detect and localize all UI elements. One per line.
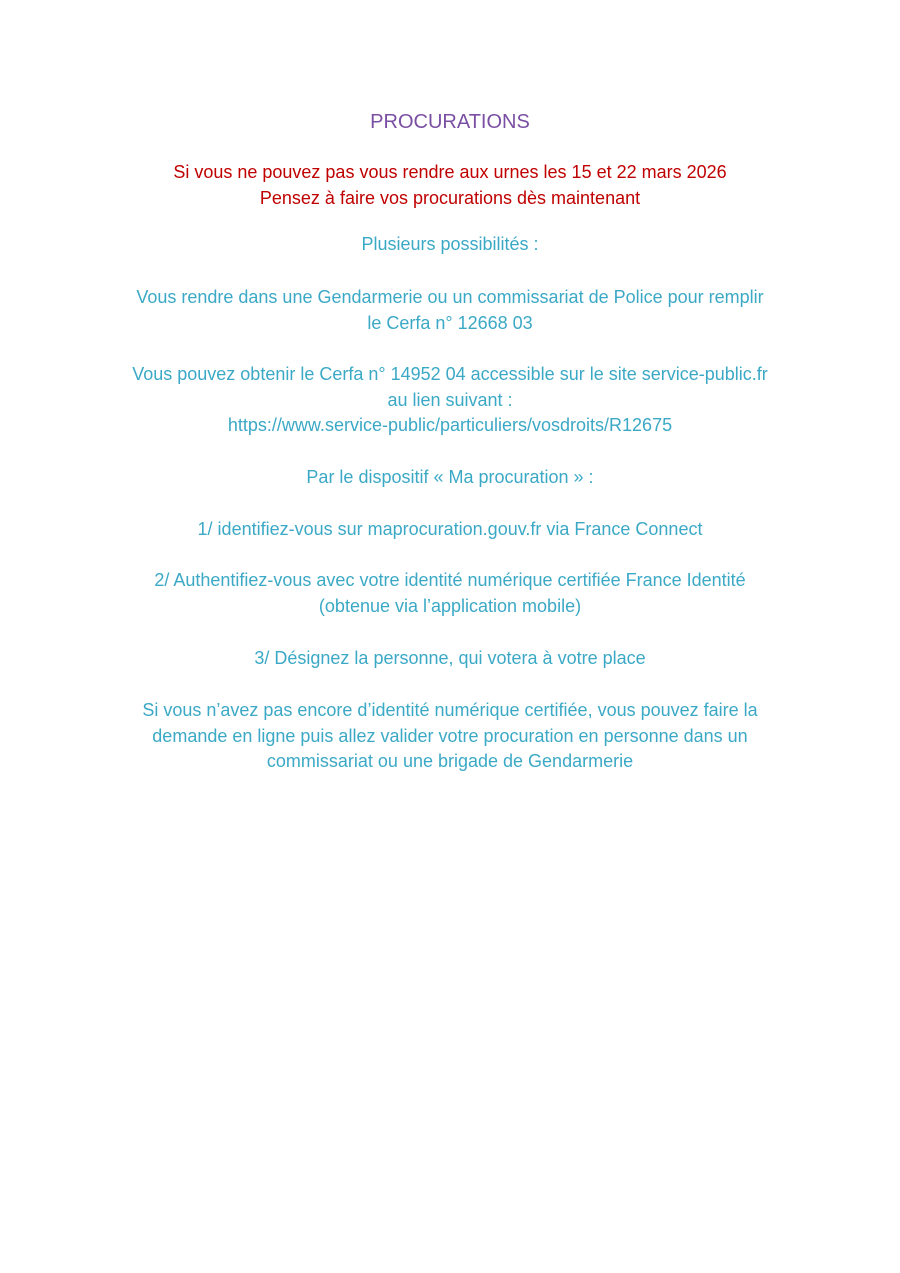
step-1: 1/ identifiez-vous sur maprocuration.gouv.fr via France Connect xyxy=(197,519,703,539)
note-line-3: commissariat ou une brigade de Gendarmerie xyxy=(266,751,634,771)
option-3-intro: Par le dispositif « Ma procuration » : xyxy=(306,467,594,487)
intro-text: Plusieurs possibilités : xyxy=(361,234,539,254)
option-2-line-1: Vous pouvez obtenir le Cerfa n° 14952 04 accessible sur le site service-public.fr xyxy=(132,364,768,384)
alert-line-2: Pensez à faire vos procurations dès maintenant xyxy=(259,188,641,208)
option-1-line-1: Vous rendre dans une Gendarmerie ou un commissariat de Police pour remplir xyxy=(136,287,764,307)
alert-line-1: Si vous ne pouvez pas vous rendre aux urnes les 15 et 22 mars 2026 xyxy=(173,162,727,182)
note-line-2: demande en ligne puis allez valider votre procuration en personne dans un xyxy=(152,726,748,746)
service-public-link[interactable]: https://www.service-public/particuliers/vosdroits/R12675 xyxy=(227,415,673,435)
note-line-1: Si vous n’avez pas encore d’identité numérique certifiée, vous pouvez faire la xyxy=(142,700,758,720)
option-2-line-2: au lien suivant : xyxy=(387,390,513,410)
step-2-line-1: 2/ Authentifiez-vous avec votre identité numérique certifiée France Identité xyxy=(154,570,746,590)
step-2-line-2: (obtenue via l’application mobile) xyxy=(318,596,582,616)
option-1-line-2: le Cerfa n° 12668 03 xyxy=(367,313,533,333)
page-title: PROCURATIONS xyxy=(370,111,530,133)
step-3: 3/ Désignez la personne, qui votera à votre place xyxy=(254,648,646,668)
